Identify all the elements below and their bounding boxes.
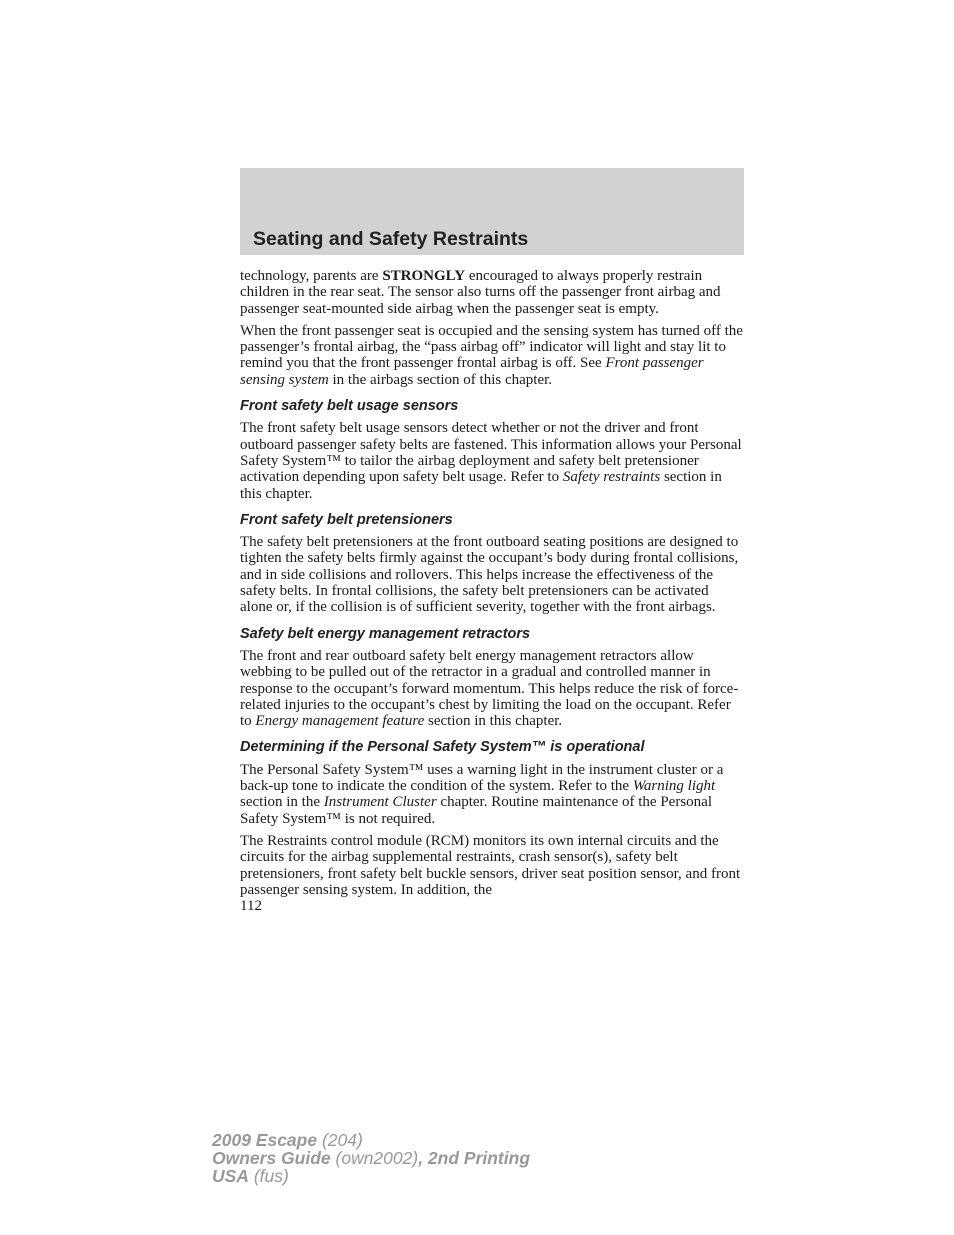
footer-guide: Owners Guide <box>212 1148 331 1168</box>
paragraph: The Restraints control module (RCM) monitors its own internal circuits and the circuits for the airbag supplemental restraints, crash sensor(s), safety belt pretensioners, front safety belt buckle sensors, driver seat position sensor, and front passenger sensing system. In addition, the <box>240 832 741 898</box>
footer-code: (204) <box>317 1130 363 1150</box>
paragraph: The safety belt pretensioners at the front outboard seating positions are designed to tighten the safety belts firmly against the occupant’s body during frontal collisions, and in side collisions and rollovers. This helps increase the effectiveness of the safety belts. In frontal collisions, the safety belt pretensioners can be activated alone or, if the collision is of sufficient severity, together with the front airbags. <box>240 534 739 616</box>
cross-reference: Instrument Cluster <box>323 794 437 811</box>
text: When the front passenger seat is occupied and the sensing system has turned off the passenger’s frontal airbag, the “pass airbag off” indicator will light and stay lit to remind you that the front passenger frontal airbag is off. See <box>240 322 743 372</box>
cross-reference: Front passenger sensing system <box>240 355 704 388</box>
footer-market: USA <box>212 1166 249 1186</box>
paragraph <box>240 268 744 317</box>
text: The front safety belt usage sensors detect whether or not the driver and front outboard passenger safety belts are fastened. This information allows your Personal Safety System™ to tailor the airbag deployment and safety belt pretensioner activation depending upon safety belt usage. Refer to <box>240 420 742 486</box>
section-header-band <box>240 168 744 255</box>
footer-code: (fus) <box>248 1166 289 1186</box>
subheading: Determining if the Personal Safety System™ is operational <box>240 739 645 756</box>
footer-printing: , 2nd Printing <box>418 1148 531 1168</box>
section-title: Seating and Safety Restraints <box>253 228 529 250</box>
cross-reference: Warning light <box>632 778 716 795</box>
footer-line <box>212 1167 530 1185</box>
text: encouraged to always properly restrain children in the rear seat. The sensor also turns off the passenger front airbag and passenger seat-mounted side airbag when the passenger seat is empty. <box>240 268 721 317</box>
subheading: Front safety belt usage sensors <box>240 398 459 415</box>
text: The front and rear outboard safety belt energy management retractors allow webbing to be pulled out of the retractor in a gradual and controlled manner in response to the occupant’s forward momentum. This helps reduce the risk of force-related injuries to the occupant’s chest by limiting the load on the occupant. Refer to <box>240 647 739 730</box>
text: section in the <box>240 794 324 811</box>
footer-line <box>212 1131 530 1149</box>
text: in the airbags section of this chapter. <box>328 371 553 388</box>
text: chapter. Routine maintenance of the Personal Safety System™ is not required. <box>240 794 712 827</box>
footer-print-info <box>212 1131 530 1185</box>
footer-line <box>212 1149 530 1167</box>
cross-reference: Safety restraints <box>562 469 661 486</box>
emphasis-strong: STRONGLY <box>382 268 466 284</box>
paragraph <box>240 420 744 501</box>
page-number: 112 <box>240 898 262 915</box>
footer-model: 2009 Escape <box>212 1130 318 1150</box>
text: The Personal Safety System™ uses a warning light in the instrument cluster or a back-up tone to indicate the condition of the system. Refer to the <box>240 761 724 795</box>
text: section in this chapter. <box>240 469 722 502</box>
page-content <box>240 268 744 914</box>
paragraph <box>240 648 744 729</box>
paragraph <box>240 323 744 388</box>
text: section in this chapter. <box>424 713 563 730</box>
paragraph <box>240 762 744 827</box>
subheading: Safety belt energy management retractors <box>240 625 531 642</box>
text: technology, parents are <box>240 268 383 284</box>
cross-reference: Energy management feature <box>255 713 425 730</box>
footer-code: (own2002) <box>330 1148 419 1168</box>
subheading: Front safety belt pretensioners <box>240 511 453 528</box>
